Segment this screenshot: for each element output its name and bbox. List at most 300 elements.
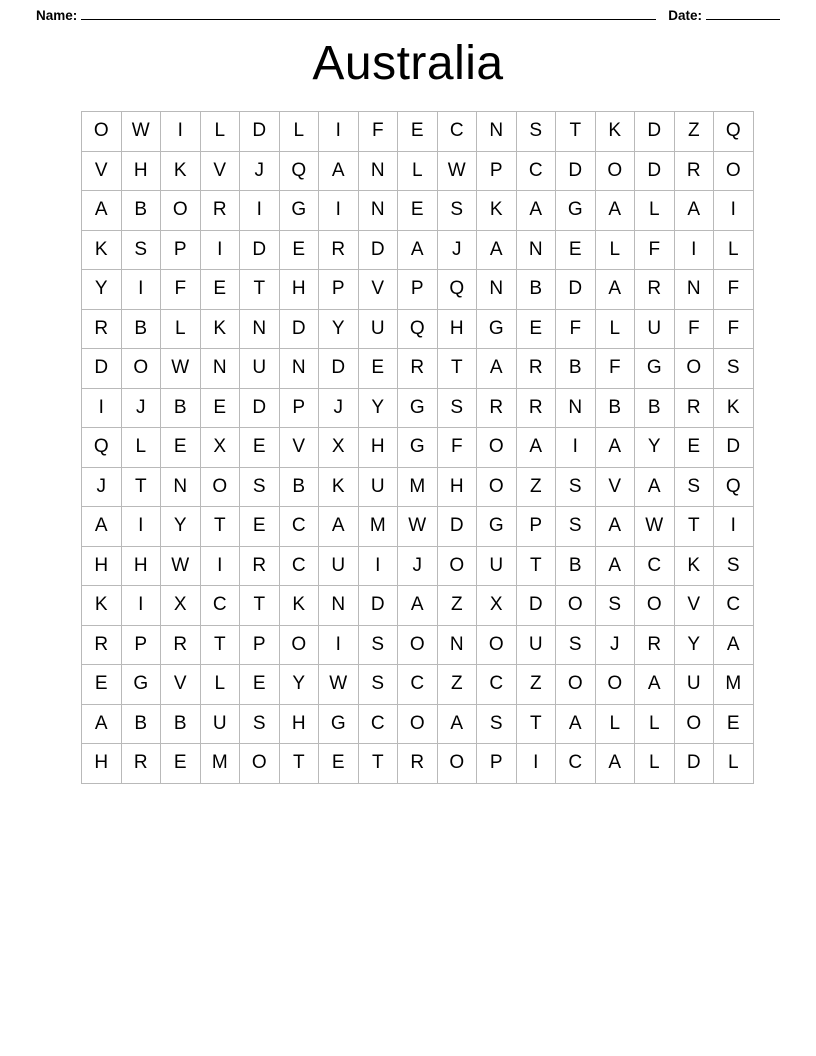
grid-cell[interactable]: G [477,309,517,349]
grid-cell[interactable]: O [82,112,122,152]
grid-cell[interactable]: O [161,191,201,231]
grid-cell[interactable]: R [674,388,714,428]
grid-cell[interactable]: K [674,546,714,586]
grid-cell[interactable]: D [635,151,675,191]
grid-cell[interactable]: Q [82,428,122,468]
grid-cell[interactable]: G [635,349,675,389]
grid-cell[interactable]: Q [714,112,754,152]
grid-cell[interactable]: E [240,665,280,705]
grid-cell[interactable]: B [635,388,675,428]
grid-cell[interactable]: W [161,349,201,389]
grid-cell[interactable]: A [556,704,596,744]
grid-cell[interactable]: G [556,191,596,231]
grid-cell[interactable]: W [635,507,675,547]
grid-cell[interactable]: I [556,428,596,468]
grid-cell[interactable]: R [398,744,438,784]
grid-cell[interactable]: S [556,625,596,665]
grid-cell[interactable]: S [240,704,280,744]
grid-cell[interactable]: C [556,744,596,784]
grid-cell[interactable]: V [674,586,714,626]
grid-cell[interactable]: P [319,270,359,310]
grid-cell[interactable]: I [82,388,122,428]
grid-cell[interactable]: N [319,586,359,626]
grid-cell[interactable]: F [437,428,477,468]
grid-cell[interactable]: N [279,349,319,389]
grid-cell[interactable]: N [477,112,517,152]
grid-cell[interactable]: U [358,467,398,507]
grid-cell[interactable]: R [516,388,556,428]
grid-cell[interactable]: A [82,507,122,547]
grid-cell[interactable]: O [477,467,517,507]
grid-cell[interactable]: T [437,349,477,389]
grid-cell[interactable]: T [121,467,161,507]
grid-cell[interactable]: O [437,546,477,586]
grid-cell[interactable]: S [358,665,398,705]
grid-cell[interactable]: W [437,151,477,191]
grid-cell[interactable]: I [358,546,398,586]
grid-cell[interactable]: R [82,625,122,665]
grid-cell[interactable]: I [121,507,161,547]
grid-cell[interactable]: E [240,507,280,547]
grid-cell[interactable]: Y [161,507,201,547]
grid-cell[interactable]: B [121,191,161,231]
grid-cell[interactable]: C [477,665,517,705]
grid-cell[interactable]: D [556,270,596,310]
grid-cell[interactable]: T [674,507,714,547]
grid-cell[interactable]: K [161,151,201,191]
grid-cell[interactable]: U [674,665,714,705]
grid-cell[interactable]: E [240,428,280,468]
grid-cell[interactable]: T [516,704,556,744]
grid-cell[interactable]: I [200,546,240,586]
grid-cell[interactable]: U [516,625,556,665]
grid-cell[interactable]: E [279,230,319,270]
grid-cell[interactable]: K [279,586,319,626]
grid-cell[interactable]: O [398,625,438,665]
grid-cell[interactable]: S [714,349,754,389]
grid-cell[interactable]: E [398,191,438,231]
grid-cell[interactable]: A [595,270,635,310]
grid-cell[interactable]: I [200,230,240,270]
grid-cell[interactable]: A [82,704,122,744]
grid-cell[interactable]: L [595,704,635,744]
grid-cell[interactable]: F [674,309,714,349]
grid-cell[interactable]: J [319,388,359,428]
letter-grid-table [81,111,754,784]
grid-cell[interactable]: I [121,586,161,626]
grid-cell[interactable]: R [674,151,714,191]
grid-cell[interactable]: G [121,665,161,705]
grid-cell[interactable]: H [121,546,161,586]
grid-cell[interactable]: Q [437,270,477,310]
grid-cell[interactable]: A [635,467,675,507]
grid-cell[interactable]: C [714,586,754,626]
grid-cell[interactable]: I [319,191,359,231]
grid-cell[interactable]: N [358,151,398,191]
grid-cell[interactable]: K [714,388,754,428]
grid-cell[interactable]: A [398,230,438,270]
grid-cell[interactable]: O [121,349,161,389]
grid-cell[interactable]: Y [674,625,714,665]
grid-cell[interactable]: B [556,546,596,586]
grid-cell[interactable]: O [279,625,319,665]
grid-cell[interactable]: R [319,230,359,270]
grid-cell[interactable]: P [477,151,517,191]
grid-cell[interactable]: W [161,546,201,586]
grid-cell[interactable]: U [635,309,675,349]
grid-cell[interactable]: R [398,349,438,389]
grid-cell[interactable]: G [477,507,517,547]
grid-cell[interactable]: I [240,191,280,231]
grid-cell[interactable]: C [358,704,398,744]
grid-cell[interactable]: Q [398,309,438,349]
grid-cell[interactable]: R [477,388,517,428]
grid-cell[interactable]: D [82,349,122,389]
grid-cell[interactable]: A [595,744,635,784]
grid-cell[interactable]: O [240,744,280,784]
grid-cell[interactable]: D [240,388,280,428]
grid-cell[interactable]: D [714,428,754,468]
grid-cell[interactable]: A [477,349,517,389]
grid-cell[interactable]: F [161,270,201,310]
grid-cell[interactable]: U [477,546,517,586]
grid-cell[interactable]: X [200,428,240,468]
grid-cell[interactable]: O [595,665,635,705]
grid-cell[interactable]: E [516,309,556,349]
grid-cell[interactable]: S [437,191,477,231]
grid-cell[interactable]: M [714,665,754,705]
grid-cell[interactable]: A [319,151,359,191]
grid-cell[interactable]: M [200,744,240,784]
grid-cell[interactable]: L [595,230,635,270]
grid-row [82,388,754,428]
grid-cell[interactable]: T [556,112,596,152]
grid-cell[interactable]: O [714,151,754,191]
grid-cell[interactable]: R [516,349,556,389]
grid-cell[interactable]: C [279,546,319,586]
grid-cell[interactable]: D [240,230,280,270]
grid-cell[interactable]: P [240,625,280,665]
grid-cell[interactable]: P [477,744,517,784]
grid-cell[interactable]: V [200,151,240,191]
grid-cell[interactable]: O [200,467,240,507]
grid-cell[interactable]: S [437,388,477,428]
grid-row [82,744,754,784]
grid-row [82,230,754,270]
grid-cell[interactable]: E [358,349,398,389]
grid-cell[interactable]: J [398,546,438,586]
grid-cell[interactable]: V [161,665,201,705]
grid-cell[interactable]: V [595,467,635,507]
grid-cell[interactable]: T [240,586,280,626]
grid-cell[interactable]: N [161,467,201,507]
grid-cell[interactable]: O [674,704,714,744]
grid-cell[interactable]: L [635,704,675,744]
grid-cell[interactable]: A [595,546,635,586]
grid-cell[interactable]: K [200,309,240,349]
word-search-grid[interactable] [81,111,754,784]
grid-cell[interactable]: O [477,428,517,468]
grid-cell[interactable]: E [161,428,201,468]
grid-cell[interactable]: N [240,309,280,349]
grid-cell[interactable]: D [358,230,398,270]
grid-cell[interactable]: A [82,191,122,231]
grid-cell[interactable]: A [635,665,675,705]
grid-cell[interactable]: E [200,388,240,428]
grid-cell[interactable]: G [279,191,319,231]
grid-cell[interactable]: S [595,586,635,626]
grid-cell[interactable]: L [398,151,438,191]
grid-cell[interactable]: L [714,230,754,270]
grid-cell[interactable]: S [358,625,398,665]
grid-cell[interactable]: Y [358,388,398,428]
grid-cell[interactable]: L [279,112,319,152]
grid-cell[interactable]: R [161,625,201,665]
grid-cell[interactable]: P [121,625,161,665]
grid-cell[interactable]: P [398,270,438,310]
grid-cell[interactable]: L [714,744,754,784]
grid-cell[interactable]: A [437,704,477,744]
grid-cell[interactable]: Z [437,586,477,626]
grid-cell[interactable]: Z [516,467,556,507]
grid-cell[interactable]: B [516,270,556,310]
grid-cell[interactable]: T [200,507,240,547]
grid-cell[interactable]: K [477,191,517,231]
grid-cell[interactable]: E [398,112,438,152]
grid-cell[interactable]: Q [279,151,319,191]
grid-cell[interactable]: D [556,151,596,191]
grid-cell[interactable]: S [477,704,517,744]
grid-cell[interactable]: B [121,704,161,744]
grid-cell[interactable]: C [279,507,319,547]
grid-cell[interactable]: J [121,388,161,428]
grid-cell[interactable]: D [516,586,556,626]
grid-cell[interactable]: H [437,467,477,507]
grid-cell[interactable]: R [635,625,675,665]
grid-cell[interactable]: O [437,744,477,784]
grid-cell[interactable]: I [674,230,714,270]
grid-cell[interactable]: V [358,270,398,310]
grid-cell[interactable]: E [161,744,201,784]
grid-cell[interactable]: S [516,112,556,152]
grid-cell[interactable]: N [437,625,477,665]
grid-cell[interactable]: L [595,309,635,349]
grid-cell[interactable]: Y [82,270,122,310]
grid-cell[interactable]: K [595,112,635,152]
grid-cell[interactable]: B [161,704,201,744]
date-write-line[interactable] [706,6,780,20]
grid-cell[interactable]: U [358,309,398,349]
grid-cell[interactable]: X [477,586,517,626]
grid-cell[interactable]: G [398,428,438,468]
grid-cell[interactable]: C [437,112,477,152]
grid-cell[interactable]: X [319,428,359,468]
grid-cell[interactable]: Y [279,665,319,705]
grid-cell[interactable]: D [358,586,398,626]
grid-cell[interactable]: E [200,270,240,310]
grid-cell[interactable]: C [200,586,240,626]
grid-cell[interactable]: D [674,744,714,784]
grid-cell[interactable]: I [516,744,556,784]
grid-cell[interactable]: O [635,586,675,626]
grid-cell[interactable]: H [82,744,122,784]
grid-cell[interactable]: T [279,744,319,784]
grid-cell[interactable]: P [279,388,319,428]
grid-cell[interactable]: G [398,388,438,428]
grid-cell[interactable]: O [398,704,438,744]
grid-cell[interactable]: M [358,507,398,547]
grid-cell[interactable]: O [674,349,714,389]
grid-cell[interactable]: I [714,507,754,547]
grid-cell[interactable]: Y [635,428,675,468]
grid-cell[interactable]: I [161,112,201,152]
grid-cell[interactable]: O [595,151,635,191]
grid-cell[interactable]: T [240,270,280,310]
grid-cell[interactable]: H [121,151,161,191]
grid-cell[interactable]: C [635,546,675,586]
grid-cell[interactable]: Q [714,467,754,507]
grid-cell[interactable]: S [556,467,596,507]
grid-cell[interactable]: N [477,270,517,310]
grid-cell[interactable]: F [595,349,635,389]
grid-cell[interactable]: B [121,309,161,349]
grid-cell[interactable]: M [398,467,438,507]
grid-cell[interactable]: Z [516,665,556,705]
grid-cell[interactable]: P [161,230,201,270]
grid-cell[interactable]: E [556,230,596,270]
grid-cell[interactable]: W [398,507,438,547]
grid-cell[interactable]: D [635,112,675,152]
grid-cell[interactable]: R [240,546,280,586]
grid-cell[interactable]: J [82,467,122,507]
grid-cell[interactable]: R [200,191,240,231]
grid-cell[interactable]: L [121,428,161,468]
grid-cell[interactable]: I [121,270,161,310]
grid-cell[interactable]: V [279,428,319,468]
grid-cell[interactable]: R [635,270,675,310]
grid-cell[interactable]: E [714,704,754,744]
grid-cell[interactable]: L [635,191,675,231]
grid-cell[interactable]: T [516,546,556,586]
grid-cell[interactable]: N [674,270,714,310]
grid-cell[interactable]: U [240,349,280,389]
grid-cell[interactable]: R [82,309,122,349]
grid-cell[interactable]: E [319,744,359,784]
grid-cell[interactable]: H [358,428,398,468]
grid-cell[interactable]: N [200,349,240,389]
grid-cell[interactable]: F [635,230,675,270]
grid-cell[interactable]: A [714,625,754,665]
grid-cell[interactable]: F [556,309,596,349]
grid-cell[interactable]: I [714,191,754,231]
grid-cell[interactable]: A [595,507,635,547]
grid-cell[interactable]: Y [319,309,359,349]
page-title: Australia [312,37,504,90]
grid-cell[interactable]: F [714,270,754,310]
grid-cell[interactable]: W [121,112,161,152]
grid-cell[interactable]: A [595,191,635,231]
grid-cell[interactable]: A [516,428,556,468]
grid-cell[interactable]: H [279,270,319,310]
grid-cell[interactable]: S [240,467,280,507]
grid-cell[interactable]: H [82,546,122,586]
grid-cell[interactable]: K [319,467,359,507]
grid-cell[interactable]: S [714,546,754,586]
grid-cell[interactable]: S [121,230,161,270]
grid-cell[interactable]: E [674,428,714,468]
grid-cell[interactable]: L [161,309,201,349]
grid-cell[interactable]: S [674,467,714,507]
grid-cell[interactable]: Z [674,112,714,152]
grid-cell[interactable]: B [279,467,319,507]
grid-cell[interactable]: I [319,112,359,152]
grid-cell[interactable]: A [398,586,438,626]
grid-cell[interactable]: U [319,546,359,586]
grid-cell[interactable]: B [161,388,201,428]
grid-cell[interactable]: T [200,625,240,665]
grid-cell[interactable]: O [477,625,517,665]
grid-cell[interactable]: C [398,665,438,705]
grid-cell[interactable]: O [556,586,596,626]
grid-cell[interactable]: H [437,309,477,349]
grid-row [82,151,754,191]
grid-cell[interactable]: L [200,665,240,705]
grid-cell[interactable]: Z [437,665,477,705]
grid-cell[interactable]: G [319,704,359,744]
grid-cell[interactable]: N [358,191,398,231]
grid-cell[interactable]: A [516,191,556,231]
grid-cell[interactable]: J [595,625,635,665]
grid-row [82,467,754,507]
grid-cell[interactable]: H [279,704,319,744]
grid-cell[interactable]: A [595,428,635,468]
grid-cell[interactable]: A [319,507,359,547]
grid-row [82,349,754,389]
grid-cell[interactable]: L [200,112,240,152]
grid-cell[interactable]: O [556,665,596,705]
grid-cell[interactable]: B [595,388,635,428]
grid-cell[interactable]: D [240,112,280,152]
grid-cell[interactable]: K [82,230,122,270]
grid-cell[interactable]: F [714,309,754,349]
grid-cell[interactable]: J [437,230,477,270]
grid-cell[interactable]: S [556,507,596,547]
grid-cell[interactable]: D [437,507,477,547]
grid-cell[interactable]: E [82,665,122,705]
grid-cell[interactable]: C [516,151,556,191]
grid-cell[interactable]: T [358,744,398,784]
grid-cell[interactable]: N [516,230,556,270]
grid-cell[interactable]: B [556,349,596,389]
grid-cell[interactable]: K [82,586,122,626]
grid-cell[interactable]: I [319,625,359,665]
grid-cell[interactable]: L [635,744,675,784]
grid-cell[interactable]: F [358,112,398,152]
grid-cell[interactable]: X [161,586,201,626]
grid-cell[interactable]: A [674,191,714,231]
grid-cell[interactable]: U [200,704,240,744]
grid-cell[interactable]: V [82,151,122,191]
grid-cell[interactable]: A [477,230,517,270]
grid-cell[interactable]: D [319,349,359,389]
grid-cell[interactable]: J [240,151,280,191]
grid-cell[interactable]: N [556,388,596,428]
grid-cell[interactable]: W [319,665,359,705]
name-write-line[interactable] [81,6,656,20]
grid-cell[interactable]: D [279,309,319,349]
grid-cell[interactable]: R [121,744,161,784]
grid-cell[interactable]: P [516,507,556,547]
